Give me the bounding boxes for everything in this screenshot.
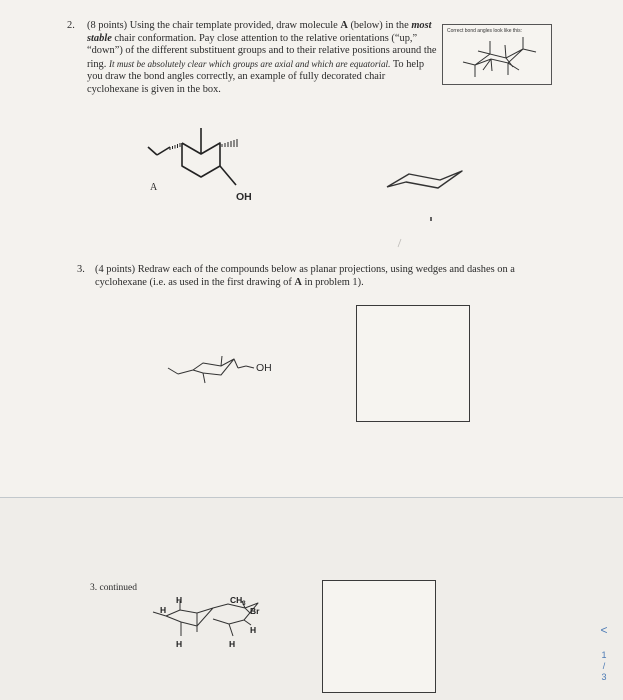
h-bottom-left-label: H bbox=[176, 639, 183, 649]
h-left-label: H bbox=[160, 605, 167, 615]
text-run: A bbox=[294, 276, 302, 288]
text-run: in problem 1). bbox=[301, 276, 364, 288]
problem-3-continued-heading: 3. continued bbox=[90, 583, 137, 593]
text-run: To help you draw the bond angles correctly, an example of fully decorated chair cyclohexane is given in the box. bbox=[87, 58, 425, 95]
current-page-number: 1 bbox=[601, 650, 607, 660]
text-run: most stable bbox=[87, 20, 432, 44]
h-top-left-label: H bbox=[176, 595, 183, 605]
example-chair-caption: Correct bond angles look like this: bbox=[447, 28, 523, 34]
h-right-label: H bbox=[250, 625, 257, 635]
problem-3-number: 3. bbox=[77, 264, 85, 275]
problem-2-number: 2. bbox=[67, 20, 75, 31]
ch3-label: $CH_3$ bbox=[230, 595, 246, 607]
page-separator: / bbox=[602, 661, 606, 671]
page-navigation[interactable] bbox=[597, 625, 611, 683]
text-run: (below) in the bbox=[347, 20, 412, 31]
text-run: chair conformation. Pay close attention to the relative orientations (“up,” “down”) of the different substituent groups and to their relative positions around the ring. bbox=[87, 32, 437, 70]
text-run: (8 points) Using the chair template provided, draw molecule bbox=[87, 20, 341, 31]
total-pages: 3 bbox=[601, 672, 607, 682]
text-run: It must be absolutely clear which groups are axial and which are equatorial. bbox=[108, 58, 391, 69]
text-run: (4 points) Redraw each of the compounds below as planar projections, using wedges and dashes on a cyclohexane (i.e. as used in the first drawing of bbox=[95, 264, 515, 288]
problem-3a-oh-label: OH bbox=[256, 362, 272, 374]
molecule-a-oh-label: OH bbox=[236, 191, 252, 203]
h-bottom-right-label: H bbox=[229, 639, 236, 649]
text-run: A bbox=[340, 20, 348, 31]
previous-page-chevron-icon[interactable]: < bbox=[600, 623, 608, 637]
molecule-a-label: A bbox=[150, 182, 158, 193]
br-label: Br bbox=[250, 606, 260, 616]
